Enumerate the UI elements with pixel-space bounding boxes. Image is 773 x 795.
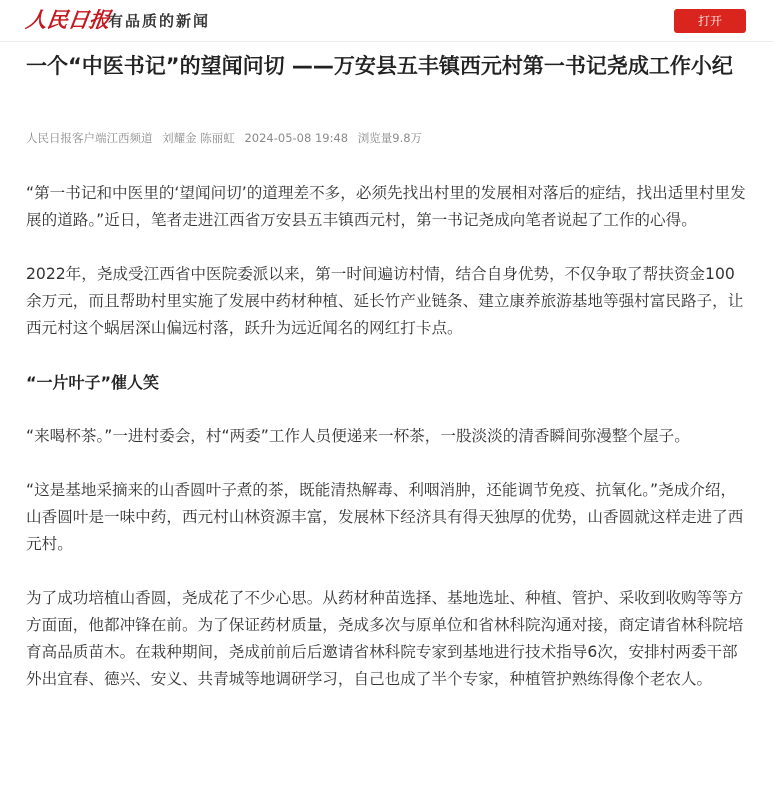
open-app-button[interactable]: 打开 <box>674 9 746 33</box>
article-title: 一个“中医书记”的望闻问切 ——万安县五丰镇西元村第一书记尧成工作小纪 <box>26 54 733 78</box>
brand-slogan: 有品质的新闻 <box>108 12 211 30</box>
article-datetime: 2024-05-08 19:48 <box>244 131 349 145</box>
article-paragraph: “这是基地采摘来的山香圆叶子煮的茶，既能清热解毒、利咽消肿，还能调节免疫、抗氧化。”尧成介绍，山香圆叶是一味中药，西元村山林资源丰富，发展林下经济具有得天独厚的优势，山香圆就这样走进了西元村。 <box>26 481 744 553</box>
article-paragraph: “来喝杯茶。”一进村委会，村“两委”工作人员便递来一杯茶，一股淡淡的清香瞬间弥漫整个屋子。 <box>26 427 690 445</box>
article-paragraph: 2022年，尧成受江西省中医院委派以来，第一时间遍访村情，结合自身优势，不仅争取了帮扶资金100余万元，而且帮助村里实施了发展中药材种植、延长竹产业链条、建立康养旅游基地等强村富民路子，让西元村这个蜗居深山偏远村落，跃升为远近闻名的网红打卡点。 <box>26 265 744 337</box>
section-subheading: “一片叶子”催人笑 <box>26 373 160 392</box>
article-paragraph: “第一书记和中医里的‘望闻问切’的道理差不多，必须先找出村里的发展相对落后的症结，找出适里村里发展的道路。”近日，笔者走进江西省万安县五丰镇西元村，第一书记尧成向笔者说起了工作的心得。 <box>26 184 746 229</box>
brand-logo[interactable]: 人民日报 <box>24 7 112 32</box>
article-source: 人民日报客户端江西频道 <box>26 131 153 145</box>
article-authors: 刘耀金 陈丽虹 <box>162 131 235 145</box>
top-bar <box>0 0 773 42</box>
article-paragraph: 为了成功培植山香圆，尧成花了不少心思。从药材种苗选择、基地选址、种植、管护、采收到收购等等方方面面，他都冲锋在前。为了保证药材质量，尧成多次与原单位和省林科院沟通对接，商定请省林科院培育高品质苗木。在栽种期间，尧成前前后后邀请省林科院专家到基地进行技术指导6次，安排村两委干部外出宜春、德兴、安义、共青城等地调研学习，自己也成了半个专家，种植管护熟练得像个老农人。 <box>26 589 744 688</box>
article-meta <box>26 130 746 146</box>
article-views: 浏览量9.8万 <box>357 131 423 145</box>
article-body <box>26 180 748 720</box>
